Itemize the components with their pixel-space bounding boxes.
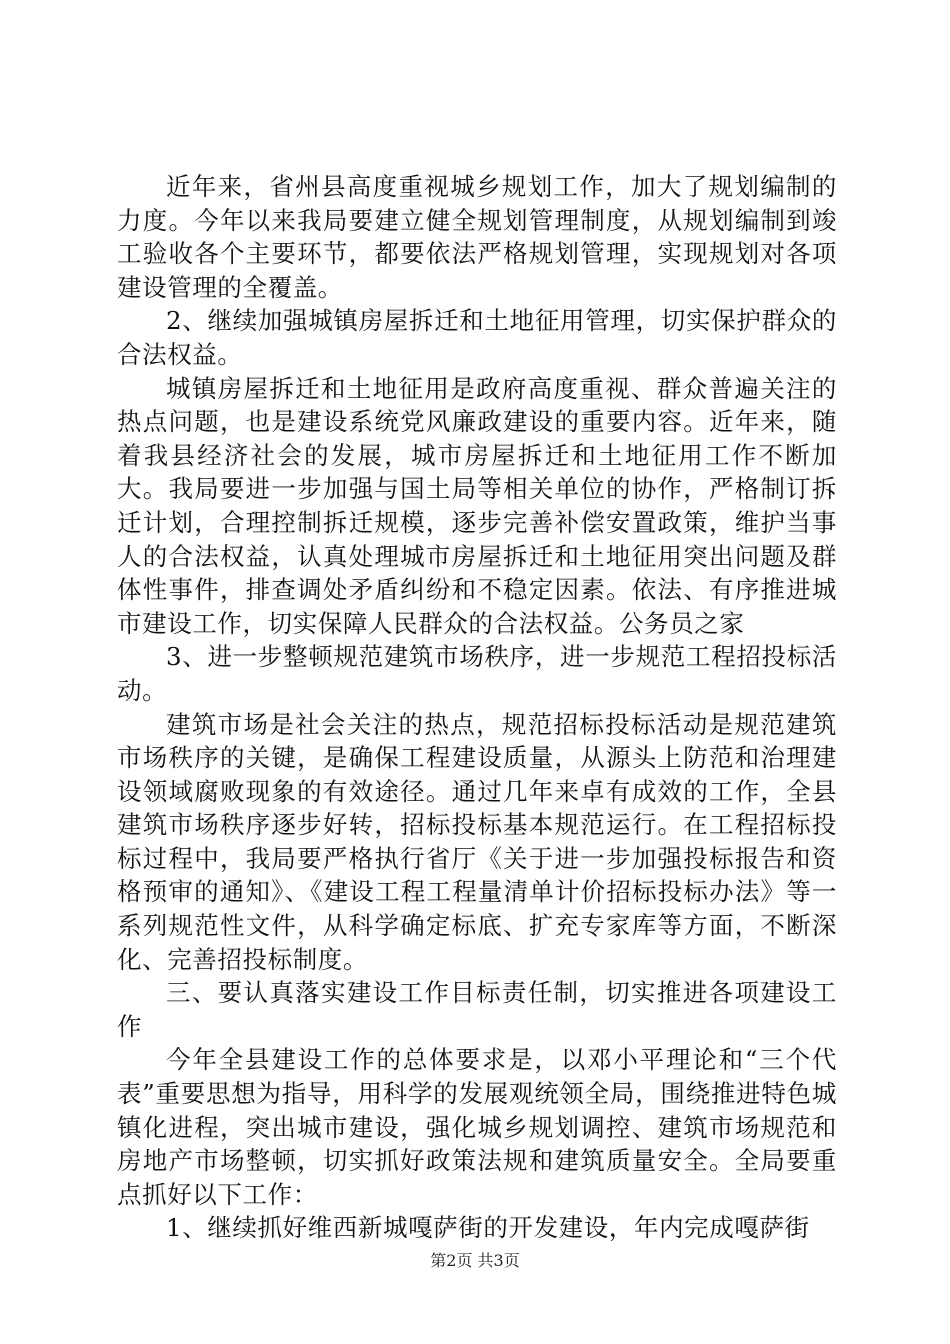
heading-gasa-street: 1、继续抓好维西新城嘎萨街的开发建设，年内完成嘎萨街 [166,1213,810,1243]
heading-demolition: 2、继续加强城镇房屋拆迁和土地征用管理，切实保护群众的合法权益。 [117,306,837,369]
page-number-footer: 第2页 共3页 [430,1251,520,1270]
document-body [117,170,837,1245]
heading-construction-market: 3、进一步整顿规范建筑市场秩序，进一步规范工程招投标活动。 [117,642,837,705]
paragraph-construction-market: 建筑市场是社会关注的热点，规范招标投标活动是规范建筑市场秩序的关键，是确保工程建设质量，从源头上防范和治理建设领域腐败现象的有效途径。通过几年来卓有成效的工作，全县建筑市场秩序逐步好转，招标投标基本规范运行。在工程招标投标过程中，我局要严格执行省厅《关于进一步加强投标报告和资格预审的通知》、《建设工程工程量清单计价招标投标办法》等一系列规范性文件，从科学确定标底、扩充专家库等方面，不断深化、完善招投标制度。 [117,709,837,974]
paragraph-responsibility: 今年全县建设工作的总体要求是，以邓小平理论和“三个代表”重要思想为指导，用科学的发展观统领全局，围绕推进特色城镇化进程，突出城市建设，强化城乡规划调控、建筑市场规范和房地产市场整顿，切实抓好政策法规和建筑质量安全。全局要重点抓好以下工作： [117,1045,837,1209]
heading-responsibility: 三、要认真落实建设工作目标责任制，切实推进各项建设工作 [117,978,837,1041]
paragraph-planning: 近年来，省州县高度重视城乡规划工作，加大了规划编制的力度。今年以来我局要建立健全规划管理制度，从规划编制到竣工验收各个主要环节，都要依法严格规划管理，实现规划对各项建设管理的全覆盖。 [117,172,837,302]
paragraph-demolition: 城镇房屋拆迁和土地征用是政府高度重视、群众普遍关注的热点问题，也是建设系统党风廉政建设的重要内容。近年来，随着我县经济社会的发展，城市房屋拆迁和土地征用工作不断加大。我局要进一步加强与国土局等相关单位的协作，严格制订拆迁计划，合理控制拆迁规模，逐步完善补偿安置政策，维护当事人的合法权益，认真处理城市房屋拆迁和土地征用突出问题及群体性事件，排查调处矛盾纠纷和不稳定因素。依法、有序推进城市建设工作，切实保障人民群众的合法权益。公务员之家 [117,373,837,638]
